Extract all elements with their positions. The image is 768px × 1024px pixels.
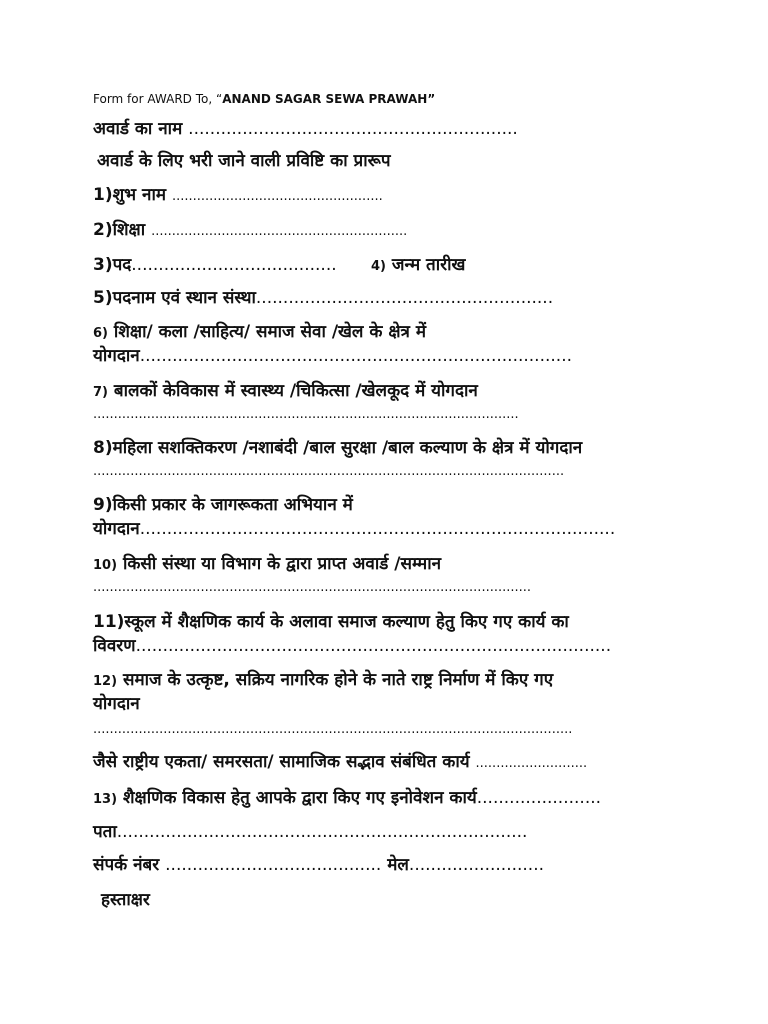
field-9-label-2: योगदान: [93, 519, 140, 539]
field-9-blank[interactable]: ........................................................................................: [139, 519, 616, 539]
field-1-line: [93, 184, 383, 208]
field-12-label-2: योगदान: [93, 694, 140, 714]
contact-label: संपर्क नंबर: [93, 855, 160, 875]
field-5-label: 5)पदनाम एवं स्थान संस्था: [93, 288, 256, 308]
field-13-label: शैक्षणिक विकास हेतु आपके द्वारा किए गए इनोवेशन कार्य: [122, 788, 477, 808]
field-3-label: 3)पद: [93, 255, 132, 275]
field-11-line: [93, 611, 569, 633]
award-name-line: [93, 118, 518, 140]
field-7-blank[interactable]: .......................................................................................................: [93, 407, 519, 422]
field-6-label-2: योगदान: [93, 346, 140, 366]
signature-label: हस्ताक्षर: [101, 890, 150, 910]
field-4-label: जन्म तारीख: [391, 255, 466, 275]
field-13-line: [93, 787, 601, 811]
field-12-label: समाज के उत्कृष्ट, सक्रिय नागरिक होने के नाते राष्ट्र निर्माण में किए गए: [122, 670, 554, 690]
address-blank[interactable]: ............................................................................: [116, 822, 528, 842]
field-11-label: 11)स्कूल में शैक्षणिक कार्य के अलावा समाज कल्याण हेतु किए गए कार्य का: [93, 612, 569, 632]
field-6-line: [93, 321, 426, 345]
field-3-line: [93, 254, 337, 276]
field-6-number: 6): [93, 326, 108, 341]
field-7-number: 7): [93, 385, 108, 400]
field-8-label: 8)महिला सशक्तिकरण /नशाबंदी /बाल सुरक्षा /बाल कल्याण के क्षेत्र में योगदान: [93, 438, 583, 458]
field-4-number: 4): [371, 259, 386, 274]
field-4-line: [371, 254, 465, 278]
field-8-blank[interactable]: ..................................................................................................................: [93, 464, 565, 479]
field-7-label: बालकों केविकास में स्वास्थ्य /चिकित्सा /खेलकूद में योगदान: [113, 381, 478, 401]
form-header: [93, 88, 435, 110]
field-12b-line: [93, 751, 587, 775]
field-6-label: शिक्षा/ कला /साहित्य/ समाज सेवा /खेल के क्षेत्र में: [113, 322, 427, 342]
field-12-line-2: [93, 693, 140, 715]
field-5-blank[interactable]: .......................................................: [255, 288, 554, 308]
field-10-number: 10): [93, 558, 118, 573]
field-3-blank[interactable]: ......................................: [131, 255, 337, 275]
field-13-number: 13): [93, 792, 118, 807]
award-name-label: अवार्ड का नाम: [93, 119, 183, 139]
field-10-label: किसी संस्था या विभाग के द्वारा प्राप्त अवार्ड /सम्मान: [122, 554, 442, 574]
mail-blank[interactable]: .........................: [408, 855, 545, 875]
field-9-line: [93, 494, 353, 516]
field-11-label-2: विवरण: [93, 636, 136, 656]
address-label: पता: [93, 822, 117, 842]
field-8-line: [93, 437, 582, 459]
field-6-blank[interactable]: ................................................................................: [139, 346, 573, 366]
field-2-label: 2)शिक्षा: [93, 220, 146, 240]
field-10-line: [93, 553, 441, 577]
form-subtitle: अवार्ड के लिए भरी जाने वाली प्रविष्टि का प्रारूप: [97, 151, 391, 171]
address-line: [93, 821, 527, 843]
field-2-line: [93, 219, 407, 243]
header-prefix: Form for AWARD To, “: [93, 92, 223, 106]
header-suffix: ”: [427, 92, 436, 106]
field-1-label: 1)शुभ नाम: [93, 185, 167, 205]
contact-blank[interactable]: ........................................: [165, 855, 382, 875]
field-5-line: [93, 287, 553, 309]
field-11-line-2: [93, 635, 611, 657]
award-name-blank[interactable]: .............................................................: [188, 119, 518, 139]
field-12-blank[interactable]: ....................................................................................................................: [93, 722, 573, 737]
field-9-label: 9)किसी प्रकार के जागरूकता अभियान में: [93, 495, 353, 515]
mail-label: मेल: [387, 855, 409, 875]
contact-line: [93, 854, 544, 876]
field-11-blank[interactable]: ........................................................................................: [135, 636, 612, 656]
field-12b-label: जैसे राष्ट्रीय एकता/ समरसता/ सामाजिक सद्भाव संबंधित कार्य: [93, 752, 470, 772]
field-6-line-2: [93, 345, 572, 367]
field-12b-blank[interactable]: ...........................: [475, 756, 588, 771]
field-12-number: 12): [93, 674, 118, 689]
field-13-blank[interactable]: .......................: [476, 788, 602, 808]
field-2-blank[interactable]: ..............................................................: [151, 224, 408, 239]
field-9-line-2: [93, 518, 615, 540]
field-12-line: [93, 669, 553, 693]
header-org-name: ANAND SAGAR SEWA PRAWAH: [222, 92, 428, 106]
field-1-blank[interactable]: ...................................................: [171, 189, 383, 204]
field-10-blank[interactable]: ..........................................................................................................: [93, 580, 532, 595]
field-7-line: [93, 380, 478, 404]
